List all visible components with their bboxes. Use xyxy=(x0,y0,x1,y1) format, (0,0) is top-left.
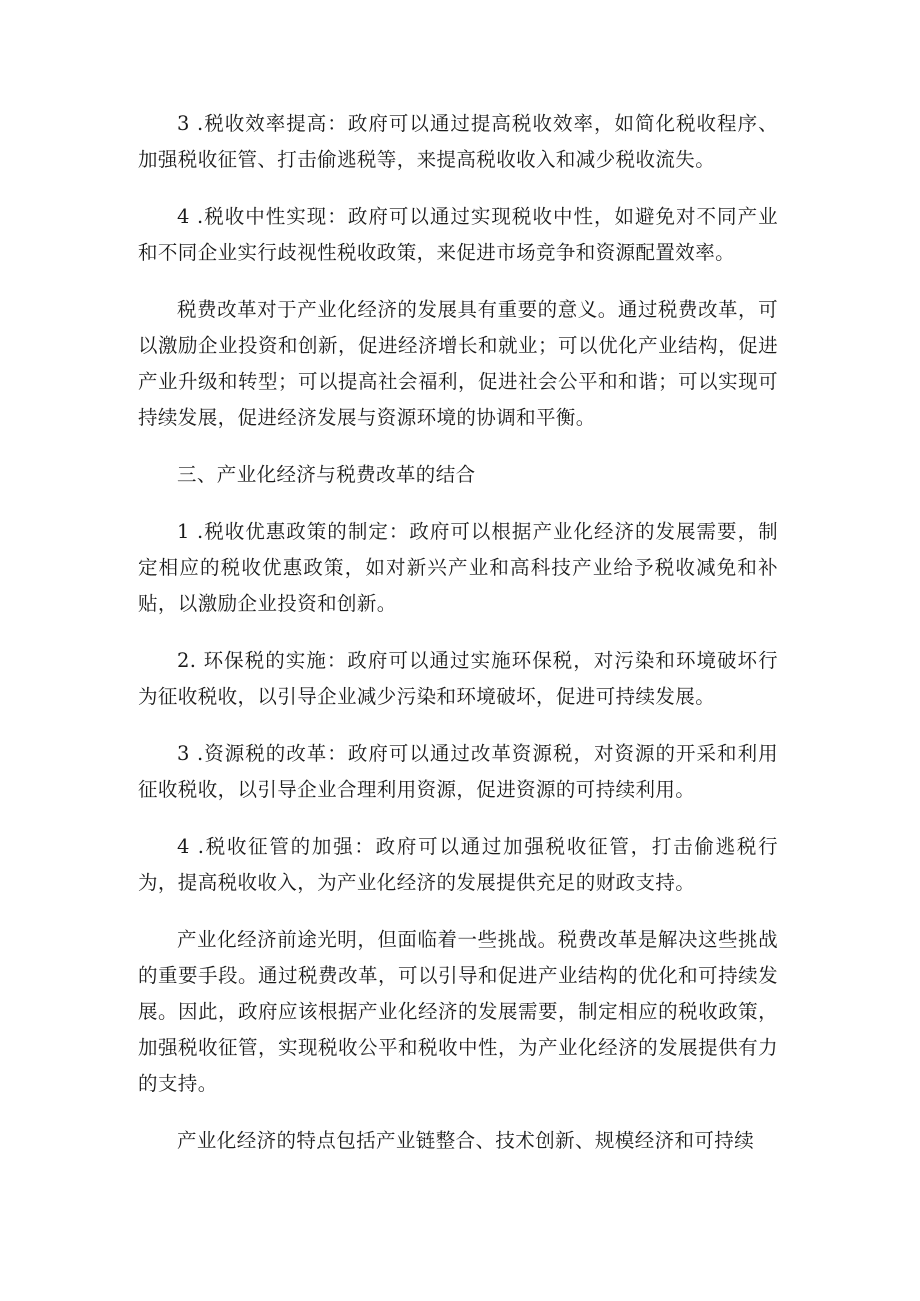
paragraph-preferential-policy: 1 .税收优惠政策的制定：政府可以根据产业化经济的发展需要，制定相应的税收优惠政策，如对新兴产业和高科技产业给予税收减免和补贴，以激励企业投资和创新。 xyxy=(138,520,778,615)
paragraph-outlook: 产业化经济前途光明，但面临着一些挑战。税费改革是解决这些挑战的重要手段。通过税费改革，可以引导和促进产业结构的优化和可持续发展。因此，政府应该根据产业化经济的发展需要，制定相应的税收政策，加强税收征管，实现税收公平和税收中性，为产业化经济的发展提供有力的支持。 xyxy=(138,928,778,1095)
paragraph-resource-tax: 3 .资源税的改革：政府可以通过改革资源税，对资源的开采和利用征收税收，以引导企业合理利用资源，促进资源的可持续利用。 xyxy=(138,742,778,801)
section-heading-combination: 三、产业化经济与税费改革的结合 xyxy=(177,463,476,486)
paragraph-tax-neutrality: 4 .税收中性实现：政府可以通过实现税收中性，如避免对不同产业和不同企业实行歧视性税收政策，来促进市场竞争和资源配置效率。 xyxy=(138,205,778,264)
paragraph-characteristics: 产业化经济的特点包括产业链整合、技术创新、规模经济和可持续 xyxy=(177,1129,755,1152)
paragraph-reform-significance: 税费改革对于产业化经济的发展具有重要的意义。通过税费改革，可以激励企业投资和创新，促进经济增长和就业；可以优化产业结构，促进产业升级和转型；可以提高社会福利，促进社会公平和和谐；可以实现可持续发展，促进经济发展与资源环境的协调和平衡。 xyxy=(138,298,778,429)
paragraph-tax-efficiency: 3 .税收效率提高：政府可以通过提高税收效率，如简化税收程序、加强税收征管、打击偷逃税等，来提高税收收入和减少税收流失。 xyxy=(138,112,778,171)
document-body xyxy=(138,106,778,1180)
paragraph-environmental-tax: 2. 环保税的实施：政府可以通过实施环保税，对污染和环境破坏行为征收税收，以引导企业减少污染和环境破坏，促进可持续发展。 xyxy=(138,649,778,708)
paragraph-tax-administration: 4 .税收征管的加强：政府可以通过加强税收征管，打击偷逃税行为，提高税收收入，为产业化经济的发展提供充足的财政支持。 xyxy=(138,835,778,894)
